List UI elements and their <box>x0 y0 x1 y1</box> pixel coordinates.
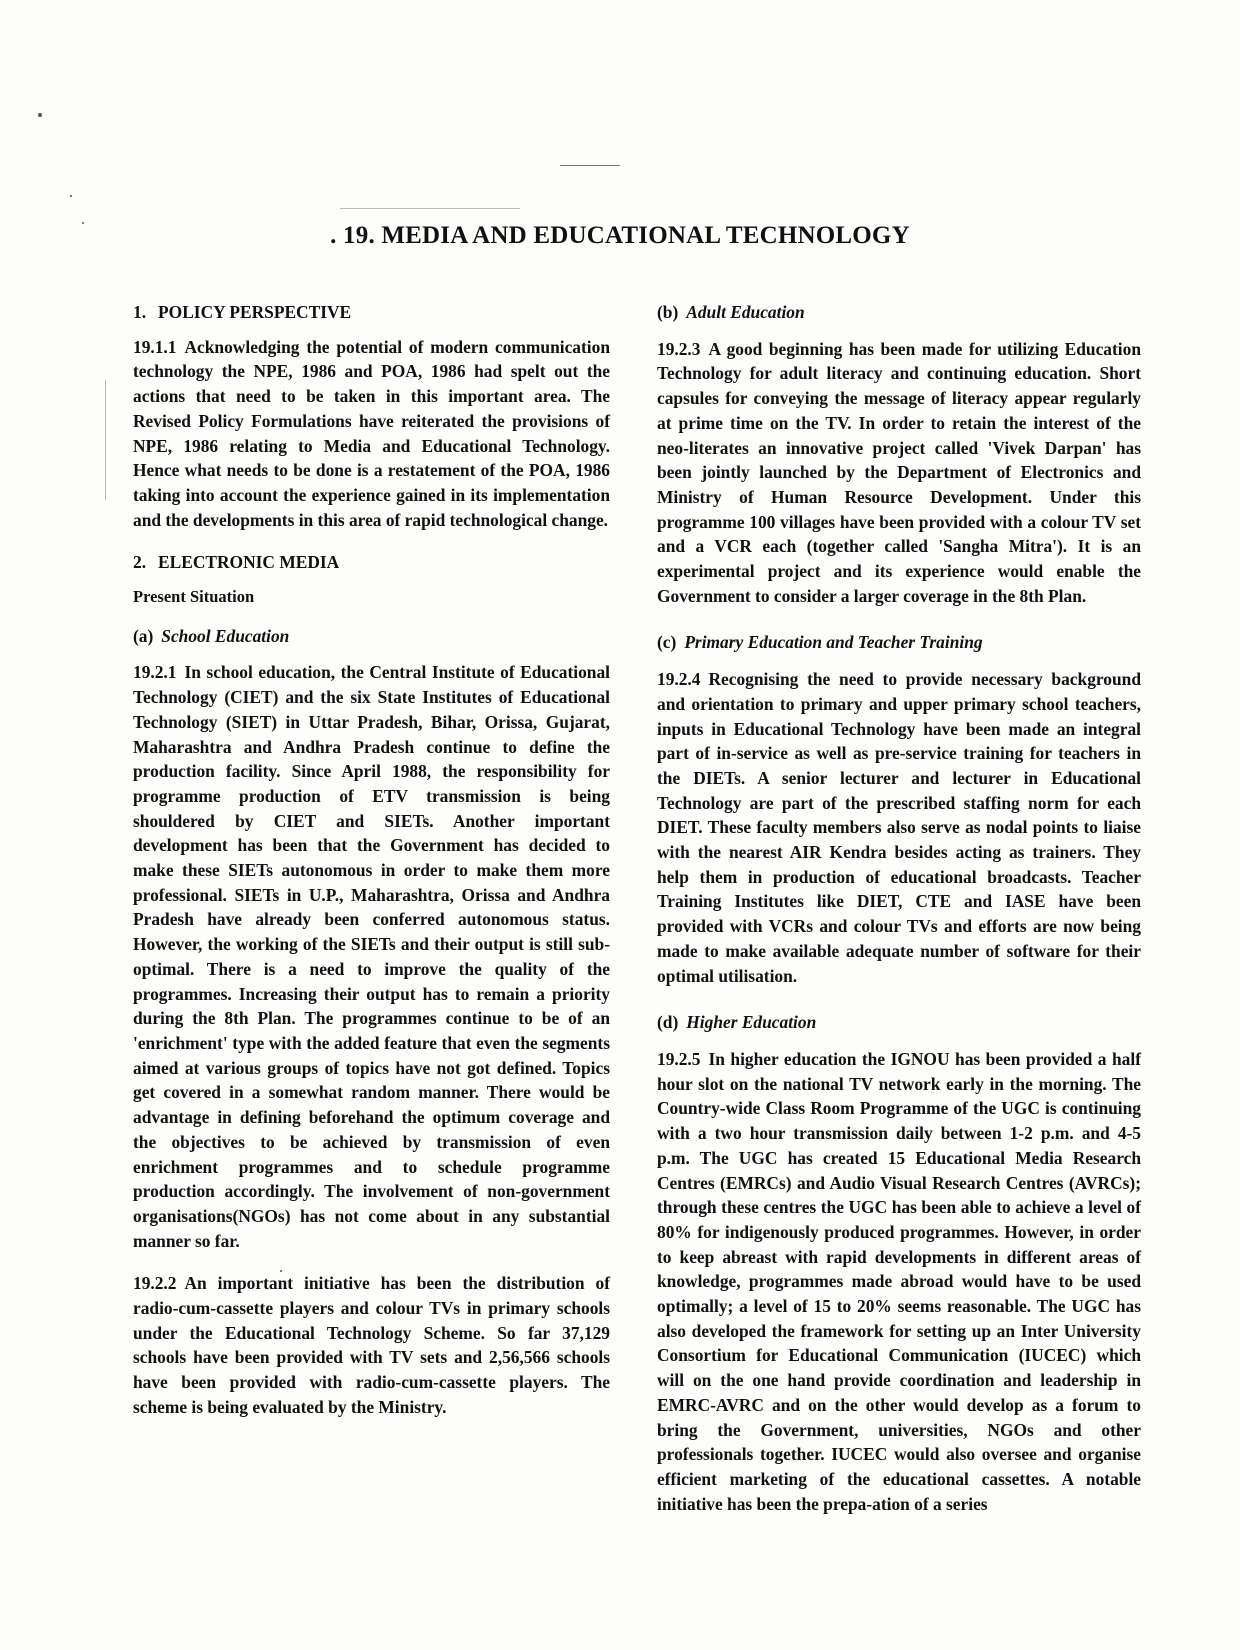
subheading-text: Higher Education <box>686 1012 817 1033</box>
subsection-heading-present-situation: Present Situation <box>133 587 255 607</box>
paragraph-number: 19.1.1 <box>133 336 177 357</box>
paragraph-19-2-3 <box>657 337 1141 609</box>
subheading-text: Primary Education and Teacher Training <box>684 632 983 653</box>
paragraph-19-2-4 <box>657 667 1141 988</box>
scan-noise-line <box>340 208 520 209</box>
subheading-primary-education <box>657 630 1141 655</box>
subheading-school-education <box>133 624 610 649</box>
paragraph-number: 19.2.4 <box>657 669 701 690</box>
left-column <box>133 300 610 1438</box>
paragraph-text: An important initiative has been the distribution of radio-cum-cassette players and colour TVs in primary schools under the Educational Technology Scheme. So far 37,129 schools have been provided with TV sets and 2,56,566 schools have been provided with radio-cum-cassette players. The scheme is being evaluated by the Ministry. <box>133 1273 610 1417</box>
paragraph-text: A good beginning has been made for utilizing Education Technology for adult literacy and continuing education. Short capsules for conveying the message of literacy appear regularly at prime time on the TV. In order to retain the interest of the neo-literates an innovative project called 'Vivek Darpan' has been jointly launched by the Department of Electronics and Ministry of Human Resource Development. Under this programme 100 villages have been provided with a colour TV set and a VCR each (together called 'Sangha Mitra'). It is an experimental project and its experience would enable the Government to consider a larger coverage in the 8th Plan. <box>657 338 1141 606</box>
subheading-label: (d) <box>657 1012 679 1033</box>
paragraph-number: 19.2.2 <box>133 1273 177 1294</box>
section-title: ELECTRONIC MEDIA <box>158 552 340 573</box>
paragraph-19-2-2 <box>133 1271 610 1419</box>
section-title: POLICY PERSPECTIVE <box>158 302 352 322</box>
section-number: 1. <box>133 302 147 322</box>
paragraph-text: In higher education the IGNOU has been provided a half hour slot on the national TV network early in the morning. The Country-wide Class Room Programme of the UGC is continuing with a two hour transmission daily between 1-2 p.m. and 4-5 p.m. The UGC has created 15 Educational Media Research Centres (EMRCs) and Audio Visual Research Centres (AVRCs); through these centres the UGC has been able to achieve a level of 80% for indigenously produced programmes. However, in order to keep abreast with rapid developments in different areas of knowledge, programmes made abroad would have to be used optimally; a level of 15 to 20% seems reasonable. The UGC has also developed the framework for setting up an Inter University Consortium for Educational Communication (IUCEC) which will on the one hand provide coordination and leadership in EMRC-AVRC and on the other would develop as a forum to bring the Government, universities, NGOs and other professionals together. IUCEC would also oversee and organise efficient marketing of the educational cassettes. A notable initiative has been the prepa-ation of a series <box>657 1048 1141 1514</box>
subheading-text: School Education <box>161 625 290 646</box>
paragraph-text: Acknowledging the potential of modern communication technology the NPE, 1986 and POA, 1986 had spelt out the actions that need to be taken in this important area. The Revised Policy Formulations have reiterated the provisions of NPE, 1986 relating to Media and Educational Technology. Hence what needs to be done is a restatement of the POA, 1986 taking into account the experience gained in its implementation and the developments in this area of rapid technological change. <box>133 336 610 530</box>
page-title: . 19. MEDIA AND EDUCATIONAL TECHNOLOGY <box>330 222 910 249</box>
paragraph-19-2-5 <box>657 1047 1141 1516</box>
paragraph-number: 19.2.3 <box>657 338 701 359</box>
scan-speck <box>70 195 72 197</box>
paragraph-text: Recognising the need to provide necessary background and orientation to primary and upper primary school teachers, inputs in Educational Technology have been made an integral part of in-service as well as pre-service training for teachers in the DIETs. A senior lecturer and lecturer in Educational Technology are part of the prescribed staffing norm for each DIET. These faculty members also serve as nodal points to liaise with the nearest AIR Kendra besides acting as trainers. They help them in production of educational broadcasts. Teacher Training Institutes like DIET, CTE and IASE have been provided with VCRs and colour TVs and efforts are now being made to make available adequate number of software for their optimal utilisation. <box>657 669 1141 986</box>
subheading-label: (c) <box>657 632 677 653</box>
paragraph-19-2-1 <box>133 660 610 1253</box>
paragraph-number: 19.2.1 <box>133 662 177 683</box>
scan-speck <box>38 113 42 117</box>
subheading-higher-education <box>657 1010 1141 1035</box>
section-heading-electronic-media <box>133 550 610 575</box>
subheading-adult-education <box>657 300 1141 325</box>
section-heading-policy-perspective <box>133 300 610 325</box>
right-column <box>657 300 1141 1534</box>
scan-noise-line <box>560 165 620 166</box>
section-number: 2. <box>133 552 147 573</box>
paragraph-text: In school education, the Central Institute of Educational Technology (CIET) and the six State Institutes of Educational Technology (SIET) in Uttar Pradesh, Bihar, Orissa, Gujarat, Maharashtra and Andhra Pradesh continue to define the production facility. Since April 1988, the responsibility for programme production of ETV transmission is being shouldered by CIET and SIETs. Another important development has been that the Government has decided to make these SIETs autonomous in order to make them more professional. SIETs in U.P., Maharashtra, Orissa and Andhra Pradesh have already been conferred autonomous status. However, the working of the SIETs and their output is still sub-optimal. There is a need to improve the quality of the programmes. Increasing their output has to remain a priority during the 8th Plan. The programmes continue to be of an 'enrichment' type with the added feature that even the segments aimed at various groups of topics have not got defined. Topics get covered in a somewhat random manner. There would be advantage in defining beforehand the optimum coverage and the objectives to be achieved by transmission of even enrichment programmes and to schedule programme production accordingly. The involvement of non-government organisations(NGOs) has not come about in any substantial manner so far. <box>133 662 610 1251</box>
paragraph-number: 19.2.5 <box>657 1048 701 1069</box>
subheading-text: Adult Education <box>686 302 805 322</box>
scan-noise-line <box>105 380 106 500</box>
subheading-label: (b) <box>657 302 679 322</box>
paragraph-19-1-1 <box>133 335 610 533</box>
subheading-label: (a) <box>133 625 154 646</box>
